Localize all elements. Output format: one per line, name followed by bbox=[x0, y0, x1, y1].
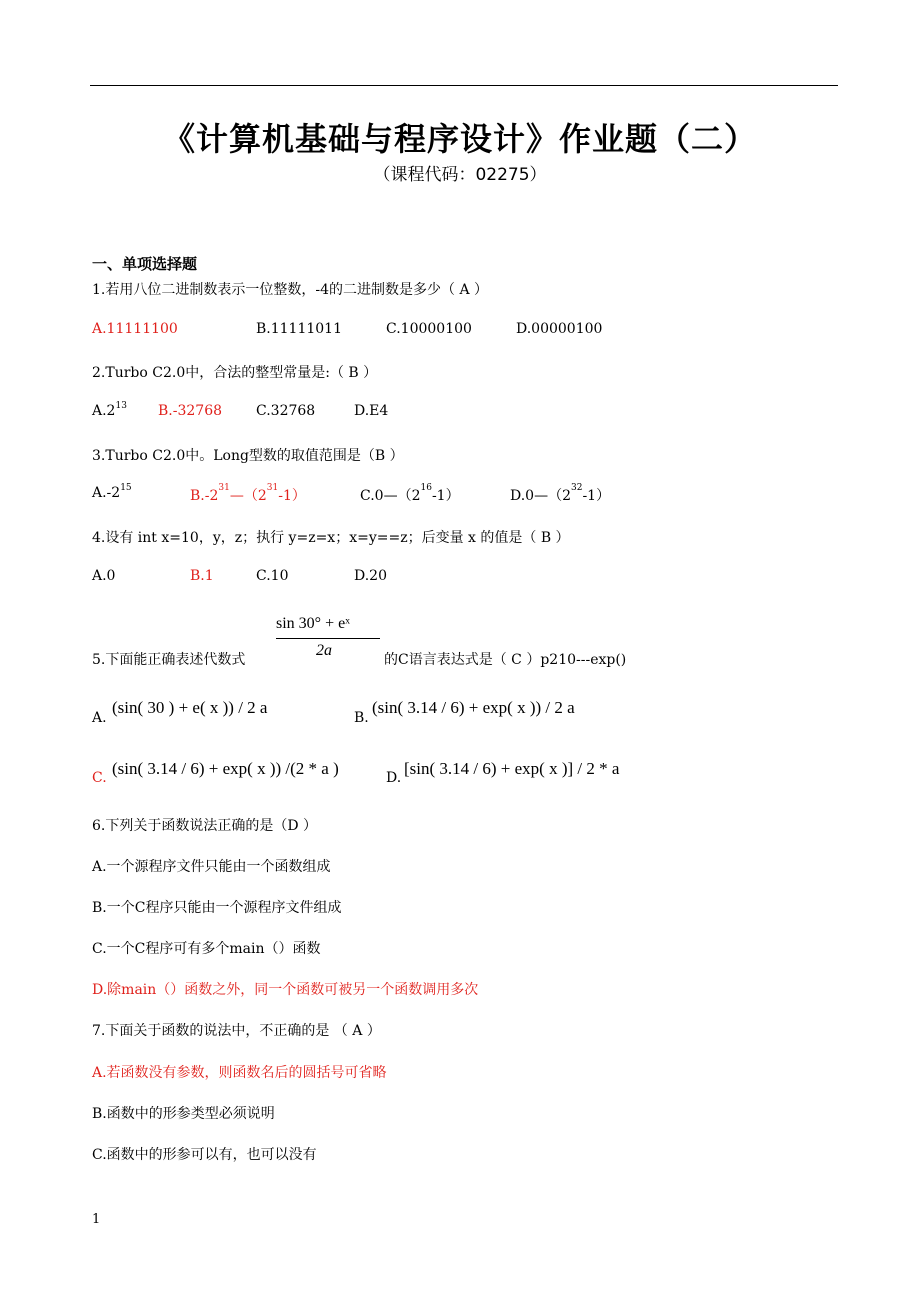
q5-option-a-label: A. bbox=[92, 710, 107, 726]
q1-option-a: A.11111100 bbox=[92, 321, 178, 337]
q5-option-b-expr: (sin( 3.14 / 6) + exp( x )) / 2 a bbox=[372, 698, 575, 717]
q7-option-b: B.函数中的形参类型必须说明 bbox=[92, 1106, 275, 1122]
course-code: （课程代码：02275） bbox=[373, 165, 547, 185]
q4-option-a: A.0 bbox=[92, 568, 116, 584]
q1-option-d: D.00000100 bbox=[516, 321, 603, 337]
q5-option-d-label: D. bbox=[386, 770, 402, 786]
q2-option-c: C.32768 bbox=[256, 403, 316, 419]
q5-fraction-numerator: sin 30° + eˣ bbox=[276, 615, 350, 632]
q6-option-a: A.一个源程序文件只能由一个函数组成 bbox=[92, 859, 331, 875]
q1-option-b: B.11111011 bbox=[256, 321, 342, 337]
q6-option-d: D.除main（）函数之外，同一个函数可被另一个函数调用多次 bbox=[92, 982, 479, 998]
q1-option-c: C.10000100 bbox=[386, 321, 472, 337]
q5-option-c-label: C. bbox=[92, 770, 107, 786]
q6-option-c: C.一个C程序可有多个main（）函数 bbox=[92, 941, 321, 957]
header-rule bbox=[90, 85, 838, 86]
question-6: 6.下列关于函数说法正确的是（D ） bbox=[92, 818, 318, 834]
document-title: 《计算机基础与程序设计》作业题（二） bbox=[162, 120, 757, 158]
q2-option-d: D.E4 bbox=[354, 403, 389, 419]
q7-option-c: C.函数中的形参可以有，也可以没有 bbox=[92, 1147, 317, 1163]
q5-option-d-expr: [sin( 3.14 / 6) + exp( x )] / 2 * a bbox=[404, 759, 620, 778]
q5-option-b-label: B. bbox=[354, 710, 369, 726]
q7-option-a: A.若函数没有参数，则函数名后的圆括号可省略 bbox=[92, 1065, 387, 1081]
q3-option-b: $B.-2^{31}—(2^{31}-1)$ bbox=[190, 483, 306, 504]
question-4: 4.设有 int x=10，y，z；执行 y=z=x；x=y==z；后变量 x 的值是（ B ） bbox=[92, 530, 570, 546]
q4-option-d: D.20 bbox=[354, 568, 387, 584]
section-heading: 一、单项选择题 bbox=[92, 255, 198, 273]
question-1: 1.若用八位二进制数表示一位整数，-4的二进制数是多少（ A ） bbox=[92, 282, 489, 298]
q2-option-b: B.-32768 bbox=[158, 403, 223, 419]
q3-option-c: $C.0—(2^{16}-1)$ bbox=[360, 483, 460, 504]
q3-option-a: $A.-2^{15}$ bbox=[92, 483, 132, 501]
question-5-suffix: 的C语言表达式是（ C ）p210---exp() bbox=[384, 652, 627, 668]
question-3: 3.Turbo C2.0中。Long型数的取值范围是（B ） bbox=[92, 448, 404, 464]
q4-option-c: C.10 bbox=[256, 568, 289, 584]
question-5-prefix: 5.下面能正确表述代数式 bbox=[92, 652, 246, 668]
question-2: 2.Turbo C2.0中，合法的整型常量是:（ B ） bbox=[92, 365, 378, 381]
q5-option-c-expr: (sin( 3.14 / 6) + exp( x )) /(2 * a ) bbox=[112, 759, 339, 778]
q2-option-a: $A.2^{13}$ bbox=[92, 401, 127, 419]
q3-option-d: $D.0—(2^{32}-1)$ bbox=[510, 483, 611, 504]
page-number: 1 bbox=[92, 1212, 101, 1227]
q4-option-b: B.1 bbox=[190, 568, 214, 584]
q5-fraction-denominator: 2a bbox=[316, 642, 332, 659]
question-7: 7.下面关于函数的说法中，不正确的是 （ A ） bbox=[92, 1023, 381, 1039]
q5-option-a-expr: (sin( 30 ) + e( x )) / 2 a bbox=[112, 698, 268, 717]
q6-option-b: B.一个C程序只能由一个源程序文件组成 bbox=[92, 900, 342, 916]
q5-fraction-bar bbox=[276, 638, 380, 639]
